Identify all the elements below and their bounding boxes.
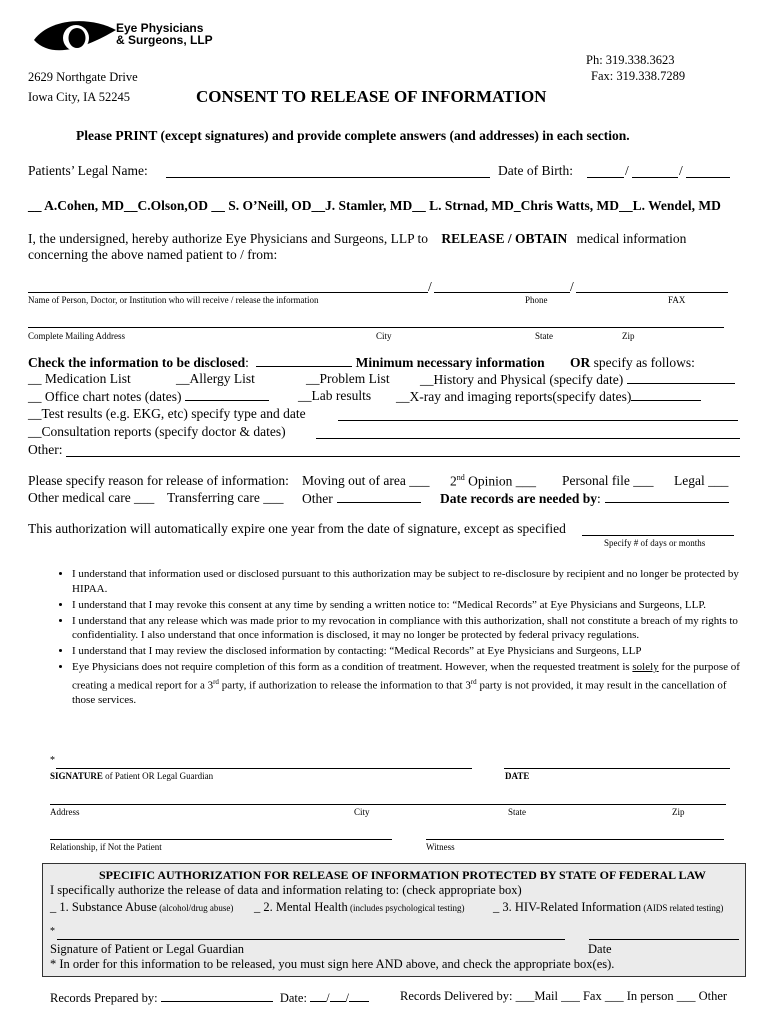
signature-asterisk: * [50,755,55,766]
mental-health-label: _ 2. Mental Health [254,900,348,914]
witness-caption: Witness [426,842,455,852]
logo-line-2: & Surgeons, LLP [116,33,213,47]
terms-item: • I understand that I may revoke this consent at any time by sending a written notice to: “Medical Records” at Eye Physicians and Surgeons, LLP. [72,598,752,613]
recipient-zip-caption: Zip [622,331,635,341]
delivered-fax-option[interactable]: ___ Fax [561,989,602,1003]
instructions: Please PRINT (except signatures) and provide complete answers (and addresses) in each section. [76,128,630,143]
doctor-option[interactable]: __L. Wendel, MD [619,198,721,213]
other-info-label: Other: [28,442,63,457]
phone-number: Ph: 319.338.3623 [586,53,675,67]
doctor-option[interactable]: __ S. O’Neill, OD [211,198,312,213]
dob-separator: / [625,163,629,178]
dob-day-field[interactable] [632,177,678,178]
recipient-city-caption: City [376,331,392,341]
expiration-hint: Specify # of days or months [604,538,706,548]
signer-address-field[interactable] [50,804,726,805]
substance-abuse-label: _ 1. Substance Abuse [50,900,157,914]
signer-state-caption: State [508,807,526,817]
date-needed-row [440,490,729,507]
patient-name-label: Patients’ Legal Name: [28,163,148,178]
reason-label: Please specify reason for release of information: [28,473,289,488]
reason-other-care-option[interactable]: Other medical care ___ [28,490,155,505]
signer-zip-caption: Zip [672,807,685,817]
terms-text: party, if authorization to release the information to that 3 [218,679,471,692]
xray-row [396,388,701,405]
opinion-number: 2 [450,473,457,489]
date-needed-field[interactable] [605,490,729,503]
allergy-list-option[interactable]: __Allergy List [176,371,255,386]
special-signature-label: Signature of Patient or Legal Guardian [50,942,245,956]
reason-other-option[interactable]: Other [302,491,333,506]
dob-month-field[interactable] [587,177,624,178]
hiv-related-note: (AIDS related testing) [641,903,724,913]
records-date-separator: / [345,991,350,1005]
doctor-option[interactable]: __C.Olson,OD [124,198,209,213]
records-date-day-field[interactable] [330,989,346,1002]
terms-sup: rd [470,677,477,686]
recipient-name-field[interactable] [28,292,428,293]
substance-abuse-option[interactable] [50,900,233,915]
delivered-in-person-option[interactable]: ___ In person [604,989,674,1003]
dob-label: Date of Birth: [498,163,573,178]
signature-date-caption: DATE [505,771,530,781]
substance-abuse-note: (alcohol/drug abuse) [156,903,234,913]
special-date-field[interactable] [589,939,739,940]
recipient-phone-caption: Phone [525,295,548,305]
reason-other-field[interactable] [337,490,421,503]
special-signature-asterisk: * [50,926,55,937]
reason-legal-option[interactable]: Legal ___ [674,473,729,488]
doctor-option[interactable]: __ A.Cohen, MD [28,198,125,213]
office-chart-notes-option[interactable]: __ Office chart notes (dates) [28,389,182,404]
history-physical-row [420,371,735,388]
terms-text: Eye Physicians does not require completion of this form as a condition of treatment. However, when the requested treatment is [72,661,633,673]
recipient-fax-field[interactable] [576,292,728,293]
minimum-necessary-label: Minimum necessary information [355,355,545,370]
authorization-line-2: concerning the above named patient to / from: [28,247,278,262]
disclosure-colon: : [245,355,249,370]
page-title: CONSENT TO RELEASE OF INFORMATION [196,87,547,106]
recipient-phone-field[interactable] [434,292,570,293]
signer-address-caption: Address [50,807,80,817]
test-results-option[interactable]: __Test results (e.g. EKG, etc) specify type and date [28,406,306,421]
xray-imaging-option[interactable]: __X-ray and imaging reports(specify dates) [396,389,632,404]
dob-year-field[interactable] [686,177,730,178]
signature-caption-bold: SIGNATURE [50,771,103,781]
authorization-suffix: medical information [576,231,687,246]
special-authorization-note: * In order for this information to be released, you must sign here AND above, and check the appropriate box(es). [50,957,615,971]
records-prepared-label: Records Prepared by: [50,991,158,1005]
doctor-list [28,198,721,214]
problem-list-option[interactable]: __Problem List [306,371,390,386]
terms-solely: solely [632,661,659,673]
patient-name-field[interactable] [166,177,490,178]
terms-text: for the purpose of creating a medical report for a 3 [72,661,740,692]
office-notes-row [28,388,269,405]
consultation-reports-option[interactable]: __Consultation reports (specify doctor & dates) [28,424,286,439]
date-needed-label: Date records are needed by [440,491,597,506]
address-line-2: Iowa City, IA 52245 [28,90,130,104]
signature-date-field[interactable] [504,768,730,769]
recipient-address-field[interactable] [28,327,724,328]
field-separator: / [428,279,432,294]
or-label: OR [570,355,591,370]
recipient-state-caption: State [535,331,553,341]
hiv-related-option[interactable] [493,900,723,915]
special-signature-field[interactable] [57,939,565,940]
practice-logo [32,16,213,66]
xray-date-field[interactable] [631,388,701,401]
terms-item: • I understand that information used or disclosed pursuant to this authorization may be subject to re-disclosure by recipient and no longer be protected by HIPAA. [72,567,752,596]
reason-moving-option[interactable]: Moving out of area ___ [302,473,430,488]
release-obtain-option[interactable]: RELEASE / OBTAIN [441,231,568,246]
disclosure-header [28,354,695,371]
terms-item [72,660,752,707]
logo-line-1: Eye Physicians [116,21,204,35]
authorization-text [28,231,686,247]
records-date-separator: / [326,991,330,1005]
consultation-field[interactable] [316,438,740,439]
relationship-caption: Relationship, if Not the Patient [50,842,162,852]
delivered-mail-option[interactable]: ___Mail [515,989,558,1003]
history-physical-option[interactable]: __History and Physical (specify date) [420,372,624,387]
patient-signature-field[interactable] [56,768,472,769]
fax-number: Fax: 319.338.7289 [591,69,686,83]
test-results-field[interactable] [338,420,738,421]
records-prepared-field[interactable] [161,989,273,1002]
relationship-field[interactable] [50,839,392,840]
terms-list [50,567,752,709]
expiration-field[interactable] [582,535,734,536]
date-needed-colon: : [596,491,601,506]
other-info-field[interactable] [66,456,740,457]
signature-caption-rest: of Patient OR Legal Guardian [102,771,214,781]
history-physical-date-field[interactable] [627,371,735,384]
signer-city-caption: City [354,807,370,817]
special-authorization-box [42,863,746,977]
medication-list-option[interactable]: __ Medication List [28,371,131,386]
field-separator: / [570,279,574,294]
reason-second-opinion-option[interactable] [450,473,536,490]
witness-field[interactable] [426,839,724,840]
doctor-option[interactable]: _Chris Watts, MD [513,198,620,213]
doctor-option[interactable]: __ L. Strnad, MD [412,198,514,213]
mental-health-option[interactable] [254,900,464,915]
records-prepared-row [50,989,369,1006]
records-delivered-label: Records Delivered by: [400,989,513,1003]
authorization-prefix: I, the undersigned, hereby authorize Eye Physicians and Surgeons, LLP to [28,231,429,246]
reason-personal-option[interactable]: Personal file ___ [562,473,654,488]
specify-label: specify as follows: [593,355,695,370]
expiration-text: This authorization will automatically expire one year from the date of signature, except as specified [28,521,566,536]
terms-text: party is not provided, it may result in the cancellation of those services. [72,679,727,706]
records-date-year-field[interactable] [349,989,369,1002]
terms-item: • I understand that any release which was made prior to my revocation in compliance with this authorization, shall not constitute a breach of my rights to confidentiality. I also understand that once information is disclosed, it may no longer be protected by federal privacy regulations. [72,614,752,643]
reason-other-row [302,490,421,507]
reason-transferring-option[interactable]: Transferring care ___ [167,490,284,505]
mental-health-note: (includes psychological testing) [347,903,465,913]
minimum-necessary-field[interactable] [256,354,352,367]
records-delivered-row [400,989,727,1004]
address-line-1: 2629 Northgate Drive [28,70,138,84]
office-notes-date-field[interactable] [185,388,269,401]
terms-sup: rd [213,677,219,686]
dob-separator: / [679,163,683,178]
recipient-address-caption: Complete Mailing Address [28,331,125,341]
recipient-fax-caption: FAX [668,295,686,305]
opinion-text: Opinion ___ [464,473,537,489]
records-date-month-field[interactable] [310,989,326,1002]
disclosure-label: Check the information to be disclosed [28,355,246,370]
terms-item: • I understand that I may review the disclosed information by contacting: “Medical Records” at Eye Physicians and Surgeons, LLP [72,644,752,659]
lab-results-option[interactable]: __Lab results [298,388,372,403]
recipient-name-caption: Name of Person, Doctor, or Institution who will receive / release the information [28,295,319,305]
special-date-label: Date [588,942,612,956]
hiv-related-label: _ 3. HIV-Related Information [493,900,642,914]
doctor-option[interactable]: __J. Stamler, MD [311,198,413,213]
records-date-label: Date: [279,991,307,1005]
delivered-other-option[interactable]: ___ Other [676,989,728,1003]
signature-caption [50,771,213,781]
opinion-sup: nd [456,473,465,482]
special-authorization-title: SPECIFIC AUTHORIZATION FOR RELEASE OF INFORMATION PROTECTED BY STATE OF FEDERAL LAW [99,868,706,882]
special-authorization-text: I specifically authorize the release of data and information relating to: (check appropriate box) [50,883,522,897]
